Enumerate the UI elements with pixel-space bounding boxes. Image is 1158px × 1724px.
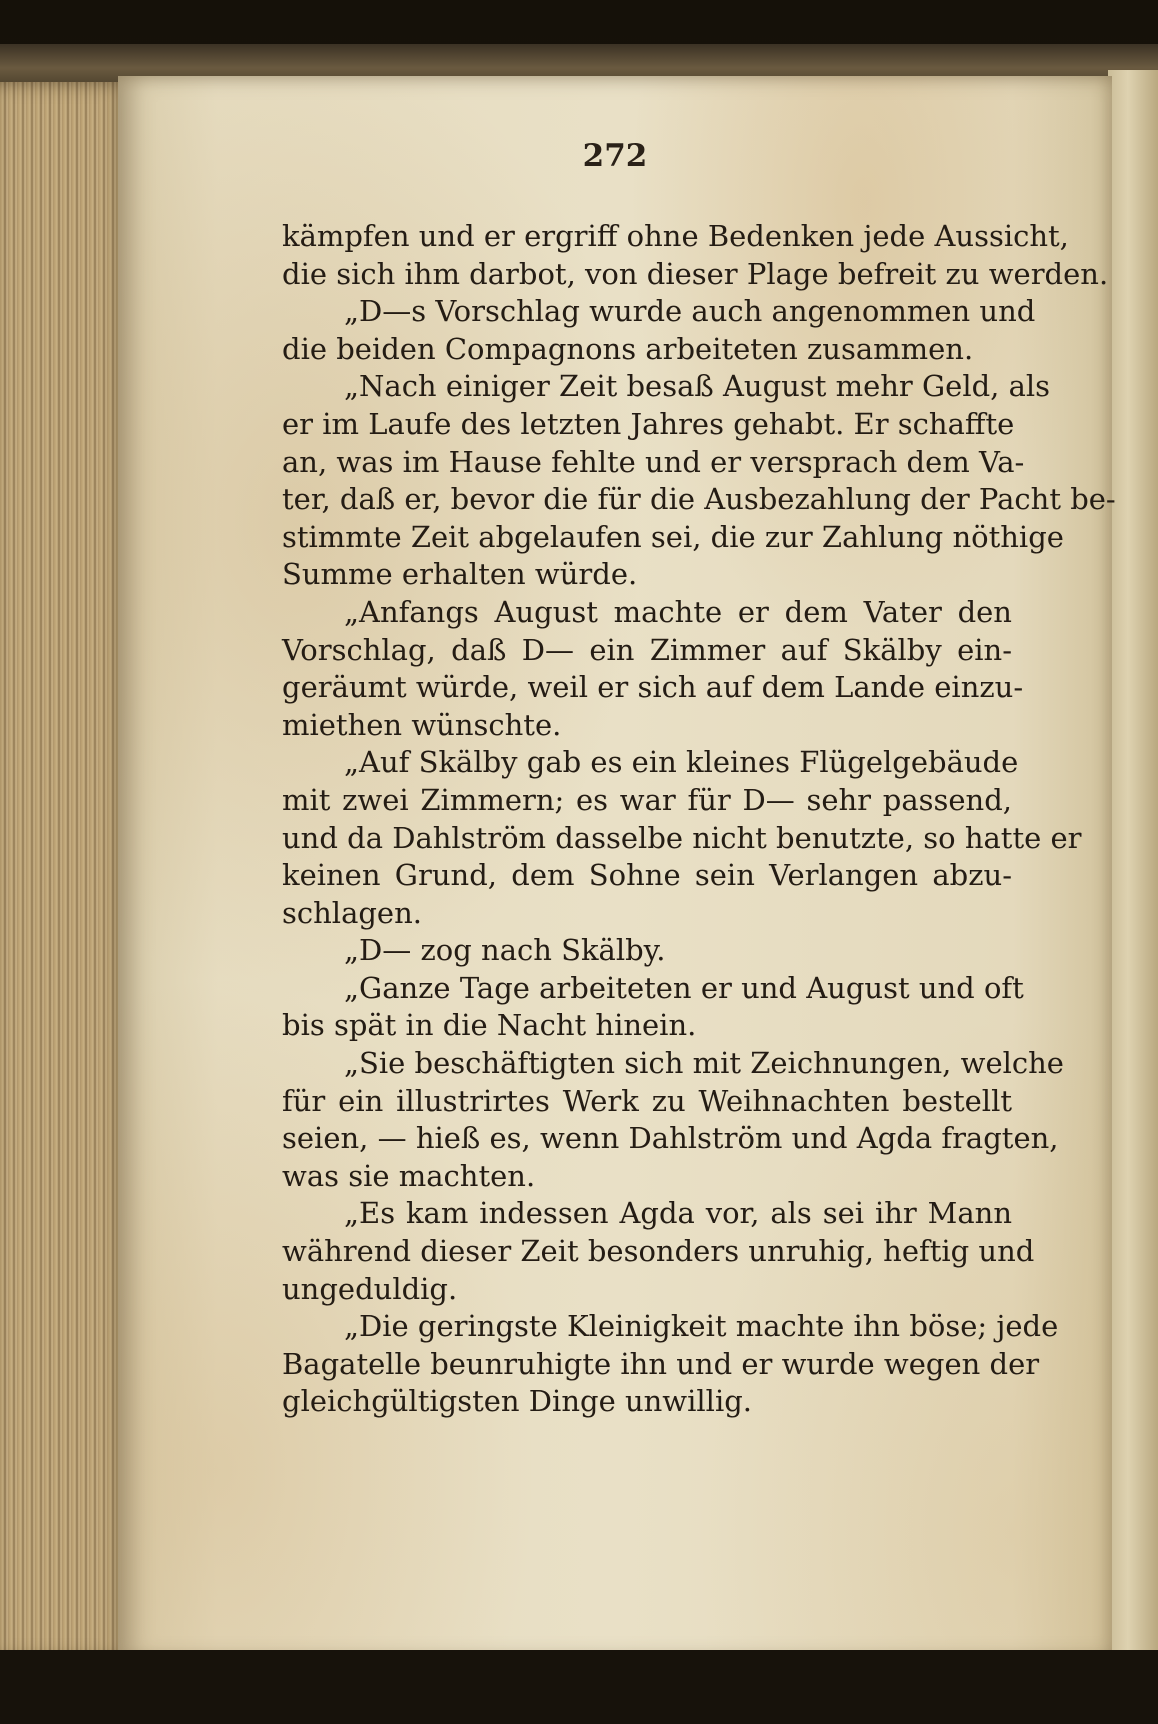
bottom-shadow bbox=[0, 1650, 1158, 1724]
text-line: was sie machten. bbox=[282, 1158, 536, 1193]
text-line: „Auf Skälby gab es ein kleines Flügelgebäude bbox=[344, 745, 1019, 780]
text-line: an, was im Hause fehlte und er versprach dem Va- bbox=[282, 444, 1025, 479]
text-line: geräumt würde, weil er sich auf dem Lande einzu- bbox=[282, 670, 1024, 705]
text-line: Vorschlag, daß D— ein Zimmer auf Skälby ein- bbox=[282, 632, 1012, 667]
text-line: „D— zog nach Skälby. bbox=[344, 933, 666, 968]
text-line: schlagen. bbox=[282, 895, 422, 930]
text-line: er im Laufe des letzten Jahres gehabt. Er schaffte bbox=[282, 406, 1015, 441]
text-line: seien, — hieß es, wenn Dahlström und Agda fragten, bbox=[282, 1121, 1059, 1156]
text-line: kämpfen und er ergriff ohne Bedenken jede Aussicht, bbox=[282, 219, 1069, 253]
body-text bbox=[282, 218, 1116, 1421]
text-line: gleichgültigsten Dinge unwillig. bbox=[282, 1384, 753, 1419]
text-line: „Es kam indessen Agda vor, als sei ihr Mann bbox=[344, 1196, 1012, 1231]
text-line: keinen Grund, dem Sohne sein Verlangen abzu- bbox=[282, 858, 1012, 893]
text-line: ter, daß er, bevor die für die Ausbezahlung der Pacht be- bbox=[282, 482, 1116, 517]
text-line: Summe erhalten würde. bbox=[282, 557, 638, 592]
text-line: Bagatelle beunruhigte ihn und er wurde wegen der bbox=[282, 1346, 1040, 1381]
text-line: und da Dahlström dasselbe nicht benutzte, so hatte er bbox=[282, 820, 1082, 855]
text-line: stimmte Zeit abgelaufen sei, die zur Zahlung nöthige bbox=[282, 519, 1064, 554]
text-line: „Nach einiger Zeit besaß August mehr Geld, als bbox=[344, 369, 1051, 404]
text-line: „D—s Vorschlag wurde auch angenommen und bbox=[344, 294, 1036, 329]
text-line: ungeduldig. bbox=[282, 1271, 458, 1306]
text-line: bis spät in die Nacht hinein. bbox=[282, 1008, 697, 1043]
text-line: „Ganze Tage arbeiteten er und August und oft bbox=[344, 970, 1024, 1005]
text-line: miethen wünschte. bbox=[282, 707, 562, 742]
text-line: für ein illustrirtes Werk zu Weihnachten bestellt bbox=[282, 1083, 1012, 1118]
next-page-edge bbox=[1108, 70, 1158, 1670]
page-stack-edge bbox=[0, 82, 132, 1660]
text-line: während dieser Zeit besonders unruhig, heftig und bbox=[282, 1234, 1035, 1269]
text-line: „Die geringste Kleinigkeit machte ihn böse; jede bbox=[344, 1309, 1059, 1344]
text-line: „Anfangs August machte er dem Vater den bbox=[344, 594, 1012, 629]
text-line: „Sie beschäftigten sich mit Zeichnungen, welche bbox=[344, 1046, 1064, 1081]
book-page bbox=[118, 76, 1116, 1660]
text-line: die sich ihm darbot, von dieser Plage befreit zu werden. bbox=[282, 256, 1109, 291]
text-line: die beiden Compagnons arbeiteten zusammen. bbox=[282, 331, 974, 366]
text-line: mit zwei Zimmern; es war für D— sehr passend, bbox=[282, 782, 1012, 817]
page-number: 272 bbox=[582, 138, 648, 174]
